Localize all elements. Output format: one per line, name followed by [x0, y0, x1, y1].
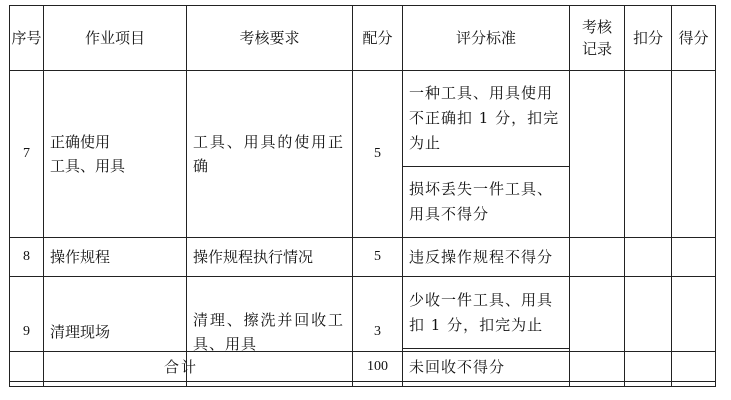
header-item: 作业项目 [44, 6, 187, 71]
row-item: 操作规程 [44, 238, 187, 277]
total-row [10, 352, 716, 382]
header-criteria: 评分标准 [403, 6, 570, 71]
row-score: 3 [353, 277, 403, 387]
header-seq: 序号 [10, 6, 44, 71]
row-criteria: 未回收不得分 [403, 349, 570, 387]
scoring-table [9, 5, 716, 387]
record-cell[interactable] [570, 71, 625, 238]
row-criteria: 一种工具、用具使用不正确扣 1 分，扣完为止 [403, 71, 570, 167]
record-cell[interactable] [570, 352, 625, 382]
deduct-cell[interactable] [625, 238, 672, 277]
gain-cell[interactable] [672, 238, 716, 277]
deduct-cell[interactable] [625, 71, 672, 238]
row-score: 5 [353, 238, 403, 277]
table-row [10, 238, 716, 277]
row-requirement: 清理、擦洗并回收工具、用具 [187, 277, 353, 387]
header-record-line1: 考核 [581, 18, 612, 36]
row-criteria: 少收一件工具、用具扣 1 分，扣完为止 [403, 277, 570, 349]
row-requirement: 操作规程执行情况 [187, 238, 353, 277]
header-deduct: 扣分 [625, 6, 672, 71]
header-record [570, 6, 625, 71]
total-score: 100 [353, 352, 403, 382]
header-score: 配分 [353, 6, 403, 71]
row-criteria: 损坏丢失一件工具、用具不得分 [403, 167, 570, 238]
total-table [9, 351, 716, 382]
row-requirement: 工具、用具的使用正确 [187, 71, 353, 238]
header-row [10, 6, 716, 71]
header-gain: 得分 [672, 6, 716, 71]
header-record-line2: 记录 [581, 40, 612, 58]
row-item [44, 71, 187, 238]
table-row [10, 71, 716, 167]
row-item-line1: 正确使用 [50, 133, 111, 151]
gain-cell[interactable] [672, 71, 716, 238]
deduct-cell[interactable] [625, 352, 672, 382]
row-seq: 7 [10, 71, 44, 238]
table-row [10, 277, 716, 349]
total-criteria-cell [403, 352, 570, 382]
row-item-line2: 工具、用具 [50, 157, 126, 175]
gain-cell[interactable] [672, 352, 716, 382]
row-seq: 8 [10, 238, 44, 277]
row-criteria: 违反操作规程不得分 [403, 238, 570, 277]
row-score: 5 [353, 71, 403, 238]
header-requirement: 考核要求 [187, 6, 353, 71]
total-label: 合计 [10, 352, 353, 382]
row-item: 清理现场 [44, 277, 187, 387]
row-seq: 9 [10, 277, 44, 387]
record-cell[interactable] [570, 238, 625, 277]
